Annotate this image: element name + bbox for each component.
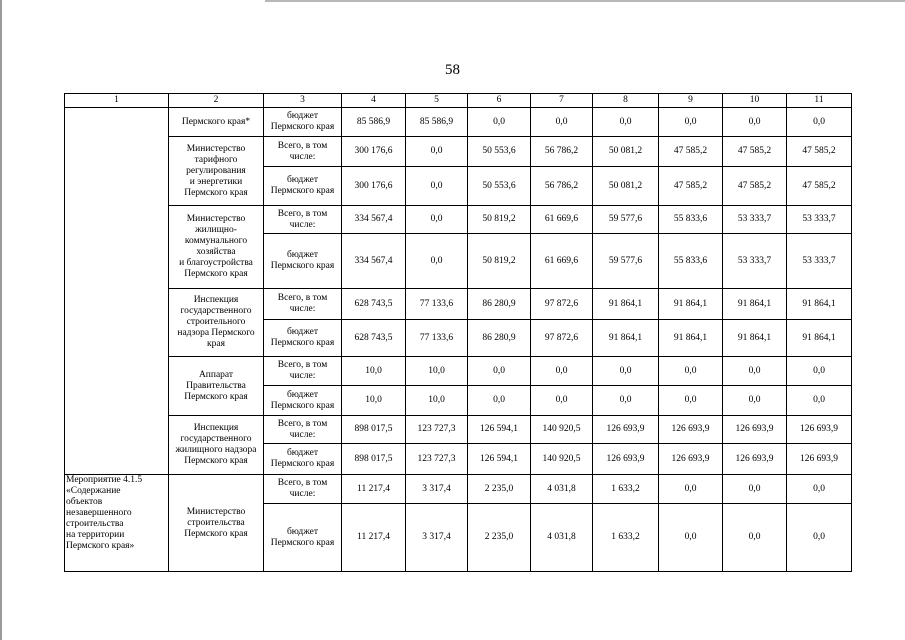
column-header: 1 xyxy=(65,94,169,108)
table-row xyxy=(65,108,852,137)
value-cell: 91 864,1 xyxy=(659,320,723,357)
table-row xyxy=(65,137,852,167)
funding-source-cell: бюджет Пермского края xyxy=(264,320,342,357)
value-cell: 898 017,5 xyxy=(342,416,406,444)
value-cell: 126 693,9 xyxy=(723,444,787,475)
value-cell: 53 333,7 xyxy=(787,206,852,234)
value-cell: 47 585,2 xyxy=(659,167,723,206)
value-cell: 0,0 xyxy=(723,504,787,572)
value-cell: 47 585,2 xyxy=(787,167,852,206)
value-cell: 61 669,6 xyxy=(531,234,593,289)
value-cell: 55 833,6 xyxy=(659,234,723,289)
value-cell: 85 586,9 xyxy=(342,108,406,137)
value-cell: 126 693,9 xyxy=(723,416,787,444)
value-cell: 3 317,4 xyxy=(406,504,468,572)
value-cell: 0,0 xyxy=(659,475,723,504)
value-cell: 2 235,0 xyxy=(468,504,531,572)
value-cell: 10,0 xyxy=(406,357,468,386)
value-cell: 3 317,4 xyxy=(406,475,468,504)
value-cell: 56 786,2 xyxy=(531,137,593,167)
value-cell: 0,0 xyxy=(406,234,468,289)
value-cell: 140 920,5 xyxy=(531,416,593,444)
value-cell: 10,0 xyxy=(342,357,406,386)
funding-source-cell: бюджет Пермского края xyxy=(264,167,342,206)
value-cell: 0,0 xyxy=(723,357,787,386)
value-cell: 126 594,1 xyxy=(468,416,531,444)
column-header: 10 xyxy=(723,94,787,108)
executor-cell: Инспекция государственного строительного надзора Пермского края xyxy=(169,289,264,357)
funding-source-cell: бюджет Пермского края xyxy=(264,444,342,475)
value-cell: 0,0 xyxy=(723,475,787,504)
value-cell: 2 235,0 xyxy=(468,475,531,504)
value-cell: 0,0 xyxy=(468,108,531,137)
value-cell: 126 594,1 xyxy=(468,444,531,475)
funding-source-cell: Всего, в том числе: xyxy=(264,357,342,386)
column-header: 6 xyxy=(468,94,531,108)
value-cell: 628 743,5 xyxy=(342,289,406,320)
value-cell: 86 280,9 xyxy=(468,320,531,357)
value-cell: 126 693,9 xyxy=(593,444,659,475)
column-header: 11 xyxy=(787,94,852,108)
value-cell: 1 633,2 xyxy=(593,504,659,572)
executor-cell: Пермского края* xyxy=(169,108,264,137)
table-row xyxy=(65,206,852,234)
value-cell: 11 217,4 xyxy=(342,475,406,504)
scan-left-edge-line xyxy=(0,0,2,640)
column-header: 5 xyxy=(406,94,468,108)
value-cell: 59 577,6 xyxy=(593,206,659,234)
value-cell: 0,0 xyxy=(593,386,659,416)
value-cell: 50 081,2 xyxy=(593,137,659,167)
funding-source-cell: бюджет Пермского края xyxy=(264,108,342,137)
value-cell: 50 819,2 xyxy=(468,234,531,289)
value-cell: 97 872,6 xyxy=(531,289,593,320)
value-cell: 0,0 xyxy=(468,357,531,386)
value-cell: 91 864,1 xyxy=(723,289,787,320)
value-cell: 11 217,4 xyxy=(342,504,406,572)
column-header: 8 xyxy=(593,94,659,108)
value-cell: 0,0 xyxy=(787,475,852,504)
value-cell: 0,0 xyxy=(723,108,787,137)
value-cell: 91 864,1 xyxy=(787,289,852,320)
column-header: 9 xyxy=(659,94,723,108)
value-cell: 50 553,6 xyxy=(468,137,531,167)
scan-top-edge-line xyxy=(265,0,905,2)
value-cell: 50 553,6 xyxy=(468,167,531,206)
value-cell: 0,0 xyxy=(593,108,659,137)
value-cell: 0,0 xyxy=(659,108,723,137)
value-cell: 10,0 xyxy=(406,386,468,416)
value-cell: 898 017,5 xyxy=(342,444,406,475)
value-cell: 77 133,6 xyxy=(406,320,468,357)
executor-cell: Инспекция государственного жилищного надзора Пермского края xyxy=(169,416,264,475)
value-cell: 0,0 xyxy=(406,137,468,167)
value-cell: 334 567,4 xyxy=(342,234,406,289)
value-cell: 0,0 xyxy=(723,386,787,416)
column-header: 3 xyxy=(264,94,342,108)
executor-cell: Министерство строительства Пермского края xyxy=(169,475,264,572)
value-cell: 10,0 xyxy=(342,386,406,416)
value-cell: 300 176,6 xyxy=(342,167,406,206)
value-cell: 47 585,2 xyxy=(723,137,787,167)
executor-cell: Министерство жилищно- коммунального хозяйства и благоустройства Пермского края xyxy=(169,206,264,289)
value-cell: 59 577,6 xyxy=(593,234,659,289)
table-header-row xyxy=(65,94,852,108)
value-cell: 123 727,3 xyxy=(406,416,468,444)
value-cell: 126 693,9 xyxy=(787,416,852,444)
value-cell: 91 864,1 xyxy=(593,320,659,357)
funding-source-cell: Всего, в том числе: xyxy=(264,137,342,167)
funding-source-cell: бюджет Пермского края xyxy=(264,234,342,289)
value-cell: 1 633,2 xyxy=(593,475,659,504)
value-cell: 0,0 xyxy=(593,357,659,386)
table-row xyxy=(65,289,852,320)
value-cell: 91 864,1 xyxy=(723,320,787,357)
funding-source-cell: Всего, в том числе: xyxy=(264,289,342,320)
executor-cell: Аппарат Правительства Пермского края xyxy=(169,357,264,416)
value-cell: 334 567,4 xyxy=(342,206,406,234)
column-header: 2 xyxy=(169,94,264,108)
value-cell: 0,0 xyxy=(659,386,723,416)
funding-source-cell: Всего, в том числе: xyxy=(264,416,342,444)
value-cell: 126 693,9 xyxy=(787,444,852,475)
value-cell: 126 693,9 xyxy=(659,416,723,444)
value-cell: 56 786,2 xyxy=(531,167,593,206)
table-row xyxy=(65,416,852,444)
value-cell: 91 864,1 xyxy=(659,289,723,320)
value-cell: 140 920,5 xyxy=(531,444,593,475)
value-cell: 0,0 xyxy=(659,504,723,572)
value-cell: 0,0 xyxy=(787,386,852,416)
value-cell: 628 743,5 xyxy=(342,320,406,357)
funding-source-cell: Всего, в том числе: xyxy=(264,206,342,234)
value-cell: 0,0 xyxy=(531,108,593,137)
value-cell: 55 833,6 xyxy=(659,206,723,234)
value-cell: 53 333,7 xyxy=(787,234,852,289)
value-cell: 77 133,6 xyxy=(406,289,468,320)
value-cell: 126 693,9 xyxy=(659,444,723,475)
value-cell: 47 585,2 xyxy=(723,167,787,206)
value-cell: 0,0 xyxy=(468,386,531,416)
event-cell xyxy=(65,108,169,475)
value-cell: 91 864,1 xyxy=(787,320,852,357)
value-cell: 53 333,7 xyxy=(723,234,787,289)
table-row xyxy=(65,475,852,504)
funding-source-cell: бюджет Пермского края xyxy=(264,386,342,416)
value-cell: 300 176,6 xyxy=(342,137,406,167)
value-cell: 53 333,7 xyxy=(723,206,787,234)
funding-source-cell: бюджет Пермского края xyxy=(264,504,342,572)
budget-table xyxy=(64,93,852,572)
value-cell: 91 864,1 xyxy=(593,289,659,320)
table-row xyxy=(65,357,852,386)
value-cell: 85 586,9 xyxy=(406,108,468,137)
value-cell: 0,0 xyxy=(659,357,723,386)
value-cell: 126 693,9 xyxy=(593,416,659,444)
value-cell: 47 585,2 xyxy=(659,137,723,167)
value-cell: 0,0 xyxy=(406,167,468,206)
value-cell: 86 280,9 xyxy=(468,289,531,320)
value-cell: 0,0 xyxy=(406,206,468,234)
column-header: 4 xyxy=(342,94,406,108)
executor-cell: Министерство тарифного регулирования и энергетики Пермского края xyxy=(169,137,264,206)
value-cell: 50 081,2 xyxy=(593,167,659,206)
value-cell: 0,0 xyxy=(787,504,852,572)
value-cell: 0,0 xyxy=(531,386,593,416)
value-cell: 50 819,2 xyxy=(468,206,531,234)
value-cell: 47 585,2 xyxy=(787,137,852,167)
value-cell: 61 669,6 xyxy=(531,206,593,234)
column-header: 7 xyxy=(531,94,593,108)
value-cell: 0,0 xyxy=(787,108,852,137)
value-cell: 0,0 xyxy=(531,357,593,386)
event-cell: Мероприятие 4.1.5 «Содержание объектов незавершенного строительства на территории Пермского края» xyxy=(65,475,169,572)
value-cell: 97 872,6 xyxy=(531,320,593,357)
value-cell: 4 031,8 xyxy=(531,475,593,504)
value-cell: 0,0 xyxy=(787,357,852,386)
value-cell: 123 727,3 xyxy=(406,444,468,475)
funding-source-cell: Всего, в том числе: xyxy=(264,475,342,504)
value-cell: 4 031,8 xyxy=(531,504,593,572)
page-number: 58 xyxy=(445,62,460,78)
